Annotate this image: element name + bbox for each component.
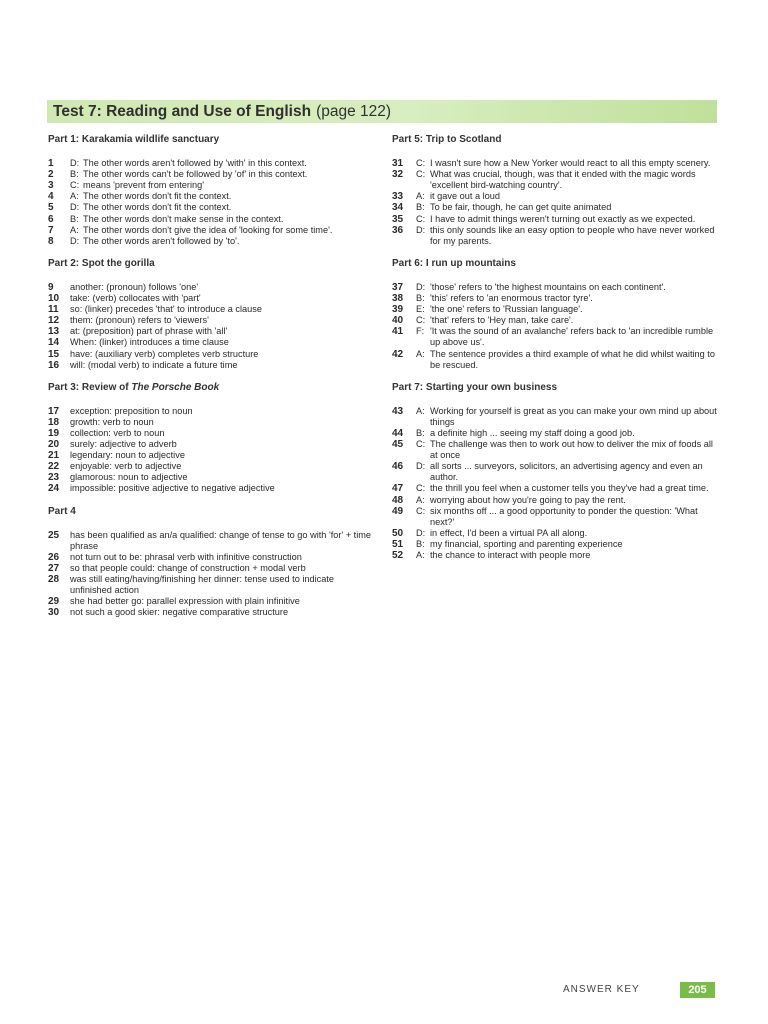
answer-row <box>48 236 378 247</box>
question-number: 25 <box>48 529 60 541</box>
part3-answers <box>48 406 378 495</box>
answer-letter: B: <box>416 538 425 549</box>
question-number: 16 <box>48 359 60 371</box>
page-number-badge: 205 <box>680 982 715 998</box>
answer-row <box>48 214 378 225</box>
answer-explanation: not turn out to be: phrasal verb with infinitive construction <box>70 551 302 562</box>
question-number: 9 <box>48 281 54 293</box>
section-title-bar <box>47 100 717 123</box>
answer-row <box>392 158 722 169</box>
question-number: 36 <box>392 224 404 236</box>
answer-letter: A: <box>416 348 425 359</box>
answer-row <box>392 214 722 225</box>
answer-row <box>48 530 378 552</box>
answer-row <box>48 472 378 483</box>
part6-answers <box>392 282 722 371</box>
answer-explanation: The challenge was then to work out how to deliver the mix of foods all at once <box>430 439 713 461</box>
answer-row <box>392 528 722 539</box>
answer-letter: D: <box>416 224 426 235</box>
answer-explanation: collection: verb to noun <box>70 427 165 438</box>
answer-row <box>48 293 378 304</box>
question-number: 15 <box>48 348 60 360</box>
part4-answers <box>48 530 378 619</box>
question-number: 19 <box>48 427 60 439</box>
answer-row <box>48 304 378 315</box>
answer-explanation: impossible: positive adjective to negative adjective <box>70 483 275 494</box>
answer-letter: C: <box>416 483 426 494</box>
answer-explanation: have: (auxiliary verb) completes verb structure <box>70 348 259 359</box>
question-number: 34 <box>392 202 404 214</box>
answer-explanation: a definite high ... seeing my staff doing a good job. <box>430 427 635 438</box>
answer-row <box>48 552 378 563</box>
question-number: 50 <box>392 527 404 539</box>
answer-row <box>48 326 378 337</box>
question-number: 13 <box>48 326 60 338</box>
answer-letter: D: <box>70 158 80 169</box>
answer-row <box>392 304 722 315</box>
answer-explanation: growth: verb to noun <box>70 416 154 427</box>
question-number: 17 <box>48 405 60 417</box>
answer-row <box>392 169 722 191</box>
question-number: 31 <box>392 158 404 170</box>
answer-row <box>48 574 378 596</box>
answer-explanation: exception: preposition to noun <box>70 405 193 416</box>
question-number: 22 <box>48 461 60 473</box>
answer-explanation: The other words don't fit the context. <box>83 202 232 213</box>
part2-heading: Part 2: Spot the gorilla <box>48 257 155 269</box>
answer-row <box>392 225 722 247</box>
answer-explanation: them: (pronoun) refers to 'viewers' <box>70 315 209 326</box>
right-column <box>392 134 722 561</box>
answer-letter: C: <box>416 505 426 516</box>
left-column <box>48 134 378 618</box>
question-number: 40 <box>392 315 404 327</box>
answer-letter: B: <box>416 202 425 213</box>
answer-explanation: Working for yourself is great as you can make your own mind up about things <box>430 405 717 427</box>
answer-explanation: The other words don't make sense in the context. <box>83 213 284 224</box>
answer-row <box>392 349 722 371</box>
page-reference: (page 122) <box>316 102 392 120</box>
question-number: 24 <box>48 483 60 495</box>
answer-letter: A: <box>416 191 425 202</box>
answer-letter: A: <box>416 550 425 560</box>
answer-explanation: this only sounds like an easy option to people who have never worked for my parents. <box>430 224 715 246</box>
answer-letter: D: <box>70 235 80 246</box>
answer-explanation: The sentence provides a third example of what he did whilst waiting to be rescued. <box>430 348 715 370</box>
answer-explanation: The other words don't give the idea of 'looking for some time'. <box>83 224 333 235</box>
answer-explanation: at: (preposition) part of phrase with 'all' <box>70 326 228 337</box>
answer-explanation: What was crucial, though, was that it ended with the magic words 'excellent bird-watching country'. <box>430 169 696 191</box>
answer-explanation: has been qualified as an/a qualified: change of tense to go with 'for' + time phrase <box>70 529 372 551</box>
answer-letter: A: <box>70 224 79 235</box>
answer-letter: D: <box>416 527 426 538</box>
question-number: 18 <box>48 416 60 428</box>
part5-answers <box>392 158 722 247</box>
answer-row <box>48 315 378 326</box>
answer-row <box>48 202 378 213</box>
answer-letter: C: <box>416 213 426 224</box>
answer-row <box>48 428 378 439</box>
answer-row <box>392 506 722 528</box>
answer-explanation: not such a good skier: negative comparative structure <box>70 607 289 618</box>
page-title: Test 7: Reading and Use of English <box>53 102 312 120</box>
question-number: 43 <box>392 405 404 417</box>
answer-explanation: The other words don't fit the context. <box>83 191 232 202</box>
question-number: 47 <box>392 483 404 495</box>
answer-explanation: 'It was the sound of an avalanche' refers back to 'an incredible rumble up above us'. <box>430 326 714 348</box>
answer-row <box>48 483 378 494</box>
answer-letter: C: <box>70 180 80 191</box>
question-number: 12 <box>48 315 60 327</box>
answer-explanation: 'the one' refers to 'Russian language'. <box>430 304 583 315</box>
part1-answers <box>48 158 378 247</box>
answer-letter: C: <box>416 158 426 169</box>
answer-explanation: all sorts ... surveyors, solicitors, an advertising agency and even an author. <box>430 461 703 483</box>
answer-letter: B: <box>70 169 79 180</box>
question-number: 30 <box>48 607 60 619</box>
answer-row <box>392 282 722 293</box>
answer-row <box>48 360 378 371</box>
question-number: 7 <box>48 224 54 236</box>
answer-row <box>48 439 378 450</box>
question-number: 41 <box>392 326 404 338</box>
part6-heading: Part 6: I run up mountains <box>392 257 516 269</box>
answer-explanation: she had better go: parallel expression with plain infinitive <box>70 596 300 607</box>
answer-letter: B: <box>416 293 425 304</box>
question-number: 29 <box>48 596 60 608</box>
question-number: 52 <box>392 550 404 561</box>
answer-row <box>392 539 722 550</box>
answer-row <box>392 495 722 506</box>
answer-explanation: The other words can't be followed by 'of' in this context. <box>83 169 308 180</box>
answer-explanation: To be fair, though, he can get quite animated <box>430 202 612 213</box>
part1-heading: Part 1: Karakamia wildlife sanctuary <box>48 134 220 145</box>
part7-heading: Part 7: Starting your own business <box>392 381 558 393</box>
answer-row <box>392 315 722 326</box>
answer-row <box>48 349 378 360</box>
answer-row <box>48 596 378 607</box>
answer-letter: F: <box>416 326 425 337</box>
question-number: 32 <box>392 169 404 181</box>
answer-row <box>392 439 722 461</box>
question-number: 42 <box>392 348 404 360</box>
question-number: 1 <box>48 158 54 170</box>
answer-explanation: The other words aren't followed by 'to'. <box>83 235 240 246</box>
answer-explanation: another: (pronoun) follows 'one' <box>70 281 199 292</box>
answer-row <box>392 428 722 439</box>
answer-letter: E: <box>416 304 425 315</box>
answer-letter: B: <box>416 427 425 438</box>
answer-row <box>48 450 378 461</box>
question-number: 23 <box>48 472 60 484</box>
question-number: 14 <box>48 337 60 349</box>
answer-row <box>48 417 378 428</box>
question-number: 33 <box>392 191 404 203</box>
answer-explanation: my financial, sporting and parenting experience <box>430 538 623 549</box>
answer-row <box>48 225 378 236</box>
answer-explanation: in effect, I'd been a virtual PA all along. <box>430 527 588 538</box>
answer-row <box>392 326 722 348</box>
answer-explanation: 'those' refers to 'the highest mountains on each continent'. <box>430 281 666 292</box>
answer-explanation: six months off ... a good opportunity to ponder the question: 'What next?' <box>430 505 698 527</box>
question-number: 2 <box>48 169 54 181</box>
answer-explanation: When: (linker) introduces a time clause <box>70 337 229 348</box>
answer-letter: C: <box>416 315 426 326</box>
answer-explanation: legendary: noun to adjective <box>70 450 185 461</box>
answer-letter: B: <box>70 213 79 224</box>
answer-explanation: surely: adjective to adverb <box>70 439 177 450</box>
answer-letter: A: <box>70 191 79 202</box>
answer-explanation: I have to admit things weren't turning out exactly as we expected. <box>430 213 696 224</box>
answer-explanation: 'this' refers to 'an enormous tractor tyre'. <box>430 293 593 304</box>
answer-row <box>392 461 722 483</box>
answer-row <box>48 337 378 348</box>
question-number: 11 <box>48 304 59 316</box>
part3-heading-prefix: Part 3: Review of <box>48 381 132 393</box>
answer-explanation: so: (linker) precedes 'that' to introduce a clause <box>70 304 262 315</box>
answer-explanation: so that people could: change of construction + modal verb <box>70 562 306 573</box>
answer-explanation: means 'prevent from entering' <box>83 180 204 191</box>
answer-explanation: enjoyable: verb to adjective <box>70 461 182 472</box>
answer-row <box>48 191 378 202</box>
question-number: 38 <box>392 293 404 305</box>
question-number: 28 <box>48 574 60 585</box>
question-number: 4 <box>48 191 54 203</box>
part7-answers <box>392 406 722 561</box>
question-number: 20 <box>48 439 60 451</box>
question-number: 5 <box>48 202 54 214</box>
question-number: 26 <box>48 551 60 563</box>
answer-row <box>48 461 378 472</box>
part4-heading: Part 4 <box>48 505 76 517</box>
question-number: 21 <box>48 450 60 462</box>
question-number: 10 <box>48 293 60 305</box>
question-number: 35 <box>392 213 404 225</box>
answer-row <box>392 191 722 202</box>
answer-letter: D: <box>416 281 426 292</box>
question-number: 37 <box>392 281 404 293</box>
answer-row <box>392 406 722 428</box>
answer-explanation: I wasn't sure how a New Yorker would react to all this empty scenery. <box>430 158 711 169</box>
question-number: 45 <box>392 439 404 451</box>
question-number: 6 <box>48 213 54 225</box>
answer-row <box>48 180 378 191</box>
answer-explanation: the thrill you feel when a customer tells you they've had a great time. <box>430 483 709 494</box>
answer-explanation: 'that' refers to 'Hey man, take care'. <box>430 315 574 326</box>
answer-letter: D: <box>416 461 426 472</box>
answer-explanation: worrying about how you're going to pay the rent. <box>430 494 626 505</box>
question-number: 27 <box>48 562 60 574</box>
question-number: 48 <box>392 494 404 506</box>
question-number: 44 <box>392 427 404 439</box>
answer-explanation: take: (verb) collocates with 'part' <box>70 293 201 304</box>
answer-letter: C: <box>416 169 426 180</box>
answer-row <box>48 563 378 574</box>
answer-explanation: glamorous: noun to adjective <box>70 472 188 483</box>
answer-row <box>392 550 722 561</box>
question-number: 46 <box>392 461 404 473</box>
answer-explanation: the chance to interact with people more <box>430 550 591 560</box>
answer-explanation: will: (modal verb) to indicate a future time <box>70 359 238 370</box>
part3-heading-book-title: The Porsche Book <box>131 381 220 393</box>
part5-heading: Part 5: Trip to Scotland <box>392 134 502 145</box>
part3-heading <box>48 382 378 393</box>
question-number: 3 <box>48 180 54 192</box>
answer-letter: A: <box>416 405 425 416</box>
answer-row <box>48 158 378 169</box>
footer-answer-key-label: ANSWER KEY <box>563 984 640 995</box>
question-number: 8 <box>48 235 54 247</box>
answer-letter: A: <box>416 494 425 505</box>
question-number: 49 <box>392 505 404 517</box>
answer-row <box>48 607 378 618</box>
answer-row <box>392 202 722 213</box>
part2-answers <box>48 282 378 371</box>
answer-letter: C: <box>416 439 426 450</box>
answer-letter: D: <box>70 202 80 213</box>
answer-row <box>48 406 378 417</box>
answer-row <box>392 483 722 494</box>
answer-row <box>48 282 378 293</box>
answer-row <box>48 169 378 180</box>
answer-explanation: was still eating/having/finishing her dinner: tense used to indicate unfinished action <box>70 574 335 596</box>
answer-row <box>392 293 722 304</box>
answer-explanation: The other words aren't followed by 'with' in this context. <box>83 158 307 169</box>
question-number: 51 <box>392 538 404 550</box>
answer-explanation: it gave out a loud <box>430 191 500 202</box>
question-number: 39 <box>392 304 404 316</box>
